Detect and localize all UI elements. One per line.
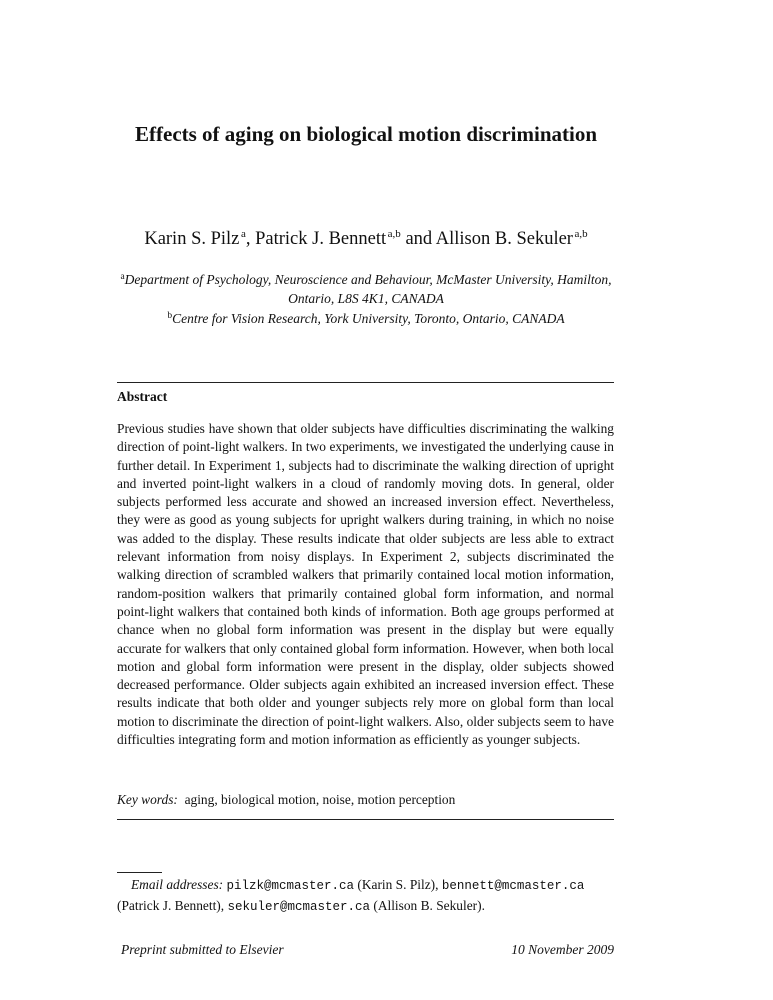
author-affiliation-marker: a,b: [574, 228, 588, 240]
author-affiliation-marker: a,b: [387, 228, 401, 240]
author-name: Allison B. Sekuler: [435, 229, 573, 249]
abstract-heading: Abstract: [117, 389, 168, 404]
email-owner: (Patrick J. Bennett): [117, 898, 221, 913]
author-separator: and: [400, 229, 436, 249]
affiliation-a: [118, 268, 614, 308]
keywords-label: Key words:: [117, 792, 178, 807]
affiliation-marker: a: [120, 272, 125, 282]
keywords: [117, 792, 455, 808]
preprint-notice: Preprint submitted to Elsevier: [121, 942, 284, 957]
email-link[interactable]: sekuler@mcmaster.ca: [227, 900, 370, 914]
affiliation-text: Department of Psychology, Neuroscience and Behaviour, McMaster University, Hamilton, Ontario, L8S 4K1, CANADA: [124, 272, 612, 306]
author-affiliation-marker: a: [240, 228, 246, 240]
author-name: Karin S. Pilz: [144, 229, 240, 249]
keywords-text: aging, biological motion, noise, motion perception: [184, 792, 456, 807]
abstract-text: Previous studies have shown that older subjects have difficulties discriminating the walking direction of point-light walkers. In two experiments, we investigated the underlying cause in further detail. In Experiment 1, subjects had to discriminate the walking direction of upright and inverted point-light walkers in a cloud of randomly moving dots. In general, older subjects performed less accurate and showed an increased inversion effect. Nevertheless, they were as good as young subjects for upright walkers during training, in which no noise was added to the display. These results indicate that older subjects are less able to extract relevant information from noisy displays. In Experiment 2, subjects discriminated the walking direction of scrambled walkers that primarily contained local motion information, random-position walkers that primarily contained global form information, and normal point-light walkers that contained both kinds of information. Both age groups performed at chance when no global form information was present in the display but were equally accurate for walkers that only contained global form information. However, when both local motion and global form information were present in the display, older subjects showed decreased performance. Older subjects again exhibited an increased inversion effect. These results indicate that both older and younger subjects rely more on global form than local motion to discriminate the direction of point-light walkers. Also, older subjects seem to have difficulties integrating form and motion information as efficiently as younger subjects.: [117, 421, 614, 748]
affiliation-marker: b: [167, 311, 173, 321]
footnote: [117, 875, 614, 917]
separator: ,: [435, 877, 442, 892]
preprint-date: 10 November 2009: [511, 942, 614, 957]
author-list: [118, 228, 614, 250]
email-owner: (Karin S. Pilz): [357, 877, 436, 892]
email-link[interactable]: pilzk@mcmaster.ca: [226, 879, 355, 893]
separator: ,: [220, 898, 228, 913]
abstract-bottom-rule: [117, 819, 614, 820]
author-separator: ,: [245, 229, 256, 249]
email-link[interactable]: bennett@mcmaster.ca: [441, 879, 585, 893]
affiliation-text: Centre for Vision Research, York University, Toronto, Ontario, CANADA: [172, 311, 565, 326]
footnote-label: Email addresses:: [131, 877, 224, 892]
abstract-top-rule: [117, 382, 614, 383]
affiliation-b: [118, 307, 614, 328]
author-name: Patrick J. Bennett: [255, 229, 387, 249]
paper-title: Effects of aging on biological motion discrimination: [135, 122, 597, 146]
footnote-rule: [117, 872, 162, 873]
email-owner: (Allison B. Sekuler).: [373, 898, 485, 913]
